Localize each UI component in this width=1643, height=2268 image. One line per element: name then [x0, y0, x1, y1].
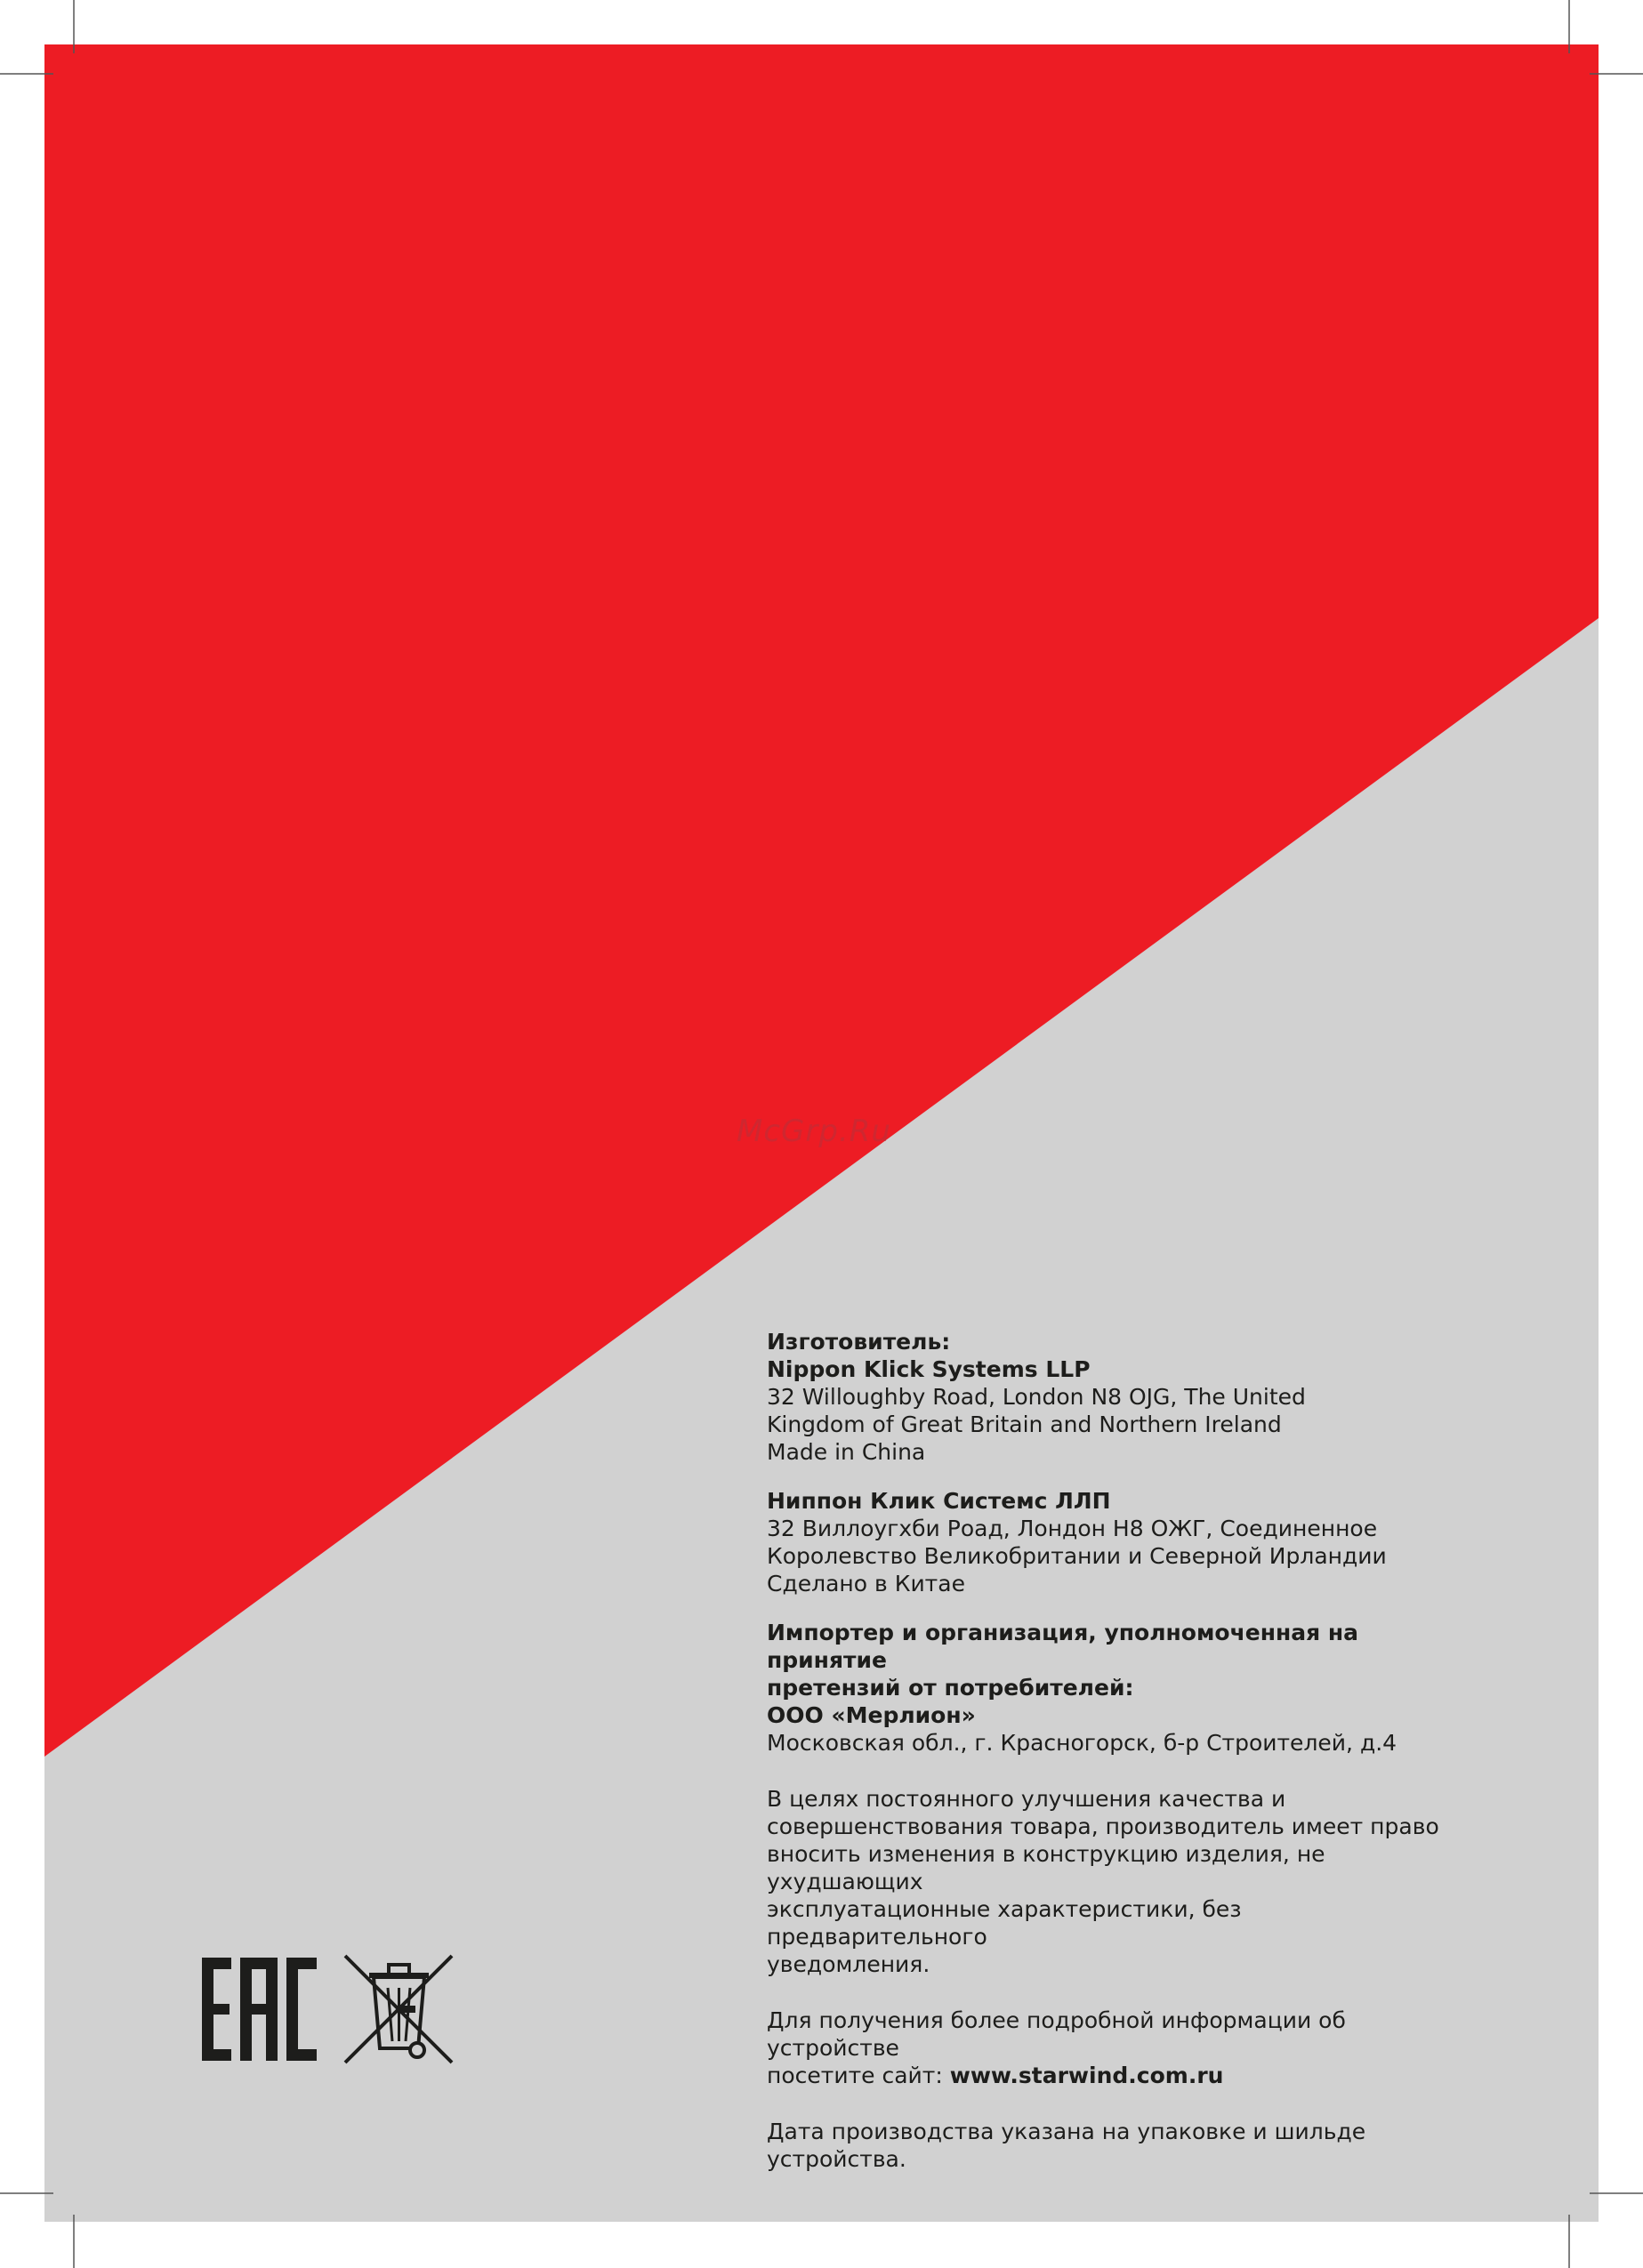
manufacturer-address-ru-line-1: 32 Виллоугхби Роад, Лондон Н8 ОЖГ, Соединенное — [767, 1516, 1378, 1541]
production-line-2: устройства. — [767, 2146, 906, 2172]
info-line-2 — [767, 2062, 1461, 2089]
notice-line-4: эксплуатационные характеристики, без предварительного — [767, 1896, 1242, 1950]
importer-name: ООО «Мерлион» — [767, 1702, 976, 1728]
website-link[interactable]: www.starwind.com.ru — [949, 2063, 1224, 2088]
watermark: McGrp.Ru — [737, 1114, 891, 1149]
notice-line-5: уведомления. — [767, 1951, 930, 1977]
manufacturer-heading: Изготовитель: — [767, 1329, 951, 1355]
manufacturer-name-ru: Ниппон Клик Системс ЛЛП — [767, 1488, 1111, 1514]
manufacturer-address-en-line-2: Kingdom of Great Britain and Northern Ireland — [767, 1411, 1282, 1437]
importer-address: Московская обл., г. Красногорск, б-р Строителей, д.4 — [767, 1730, 1397, 1756]
manufacturer-address-ru-line-2: Королевство Великобритании и Северной Ирландии — [767, 1543, 1387, 1569]
notice-line-2: совершенствования товара, производитель имеет право — [767, 1814, 1439, 1839]
manufacturer-info-block — [767, 1328, 1461, 2173]
made-in-en: Made in China — [767, 1439, 926, 1465]
eac-mark-icon — [202, 1958, 317, 2061]
notice-line-3: вносить изменения в конструкцию изделия, не ухудшающих — [767, 1841, 1325, 1894]
made-in-ru: Сделано в Китае — [767, 1571, 965, 1596]
manufacturer-address-en-line-1: 32 Willoughby Road, London N8 OJG, The United — [767, 1384, 1306, 1410]
production-line-1: Дата производства указана на упаковке и шильде — [767, 2119, 1366, 2144]
importer-heading-line-2: претензий от потребителей: — [767, 1675, 1134, 1701]
crossed-out-bin-icon — [345, 1956, 452, 2063]
notice-line-1: В целях постоянного улучшения качества и — [767, 1786, 1286, 1812]
info-line-2-prefix: посетите сайт: — [767, 2063, 950, 2088]
manufacturer-name-en: Nippon Klick Systems LLP — [767, 1356, 1091, 1382]
info-line-1: Для получения более подробной информации об устройстве — [767, 2007, 1346, 2061]
certification-logos — [200, 1952, 458, 2071]
importer-heading-line-1: Импортер и организация, уполномоченная на принятие — [767, 1620, 1359, 1673]
